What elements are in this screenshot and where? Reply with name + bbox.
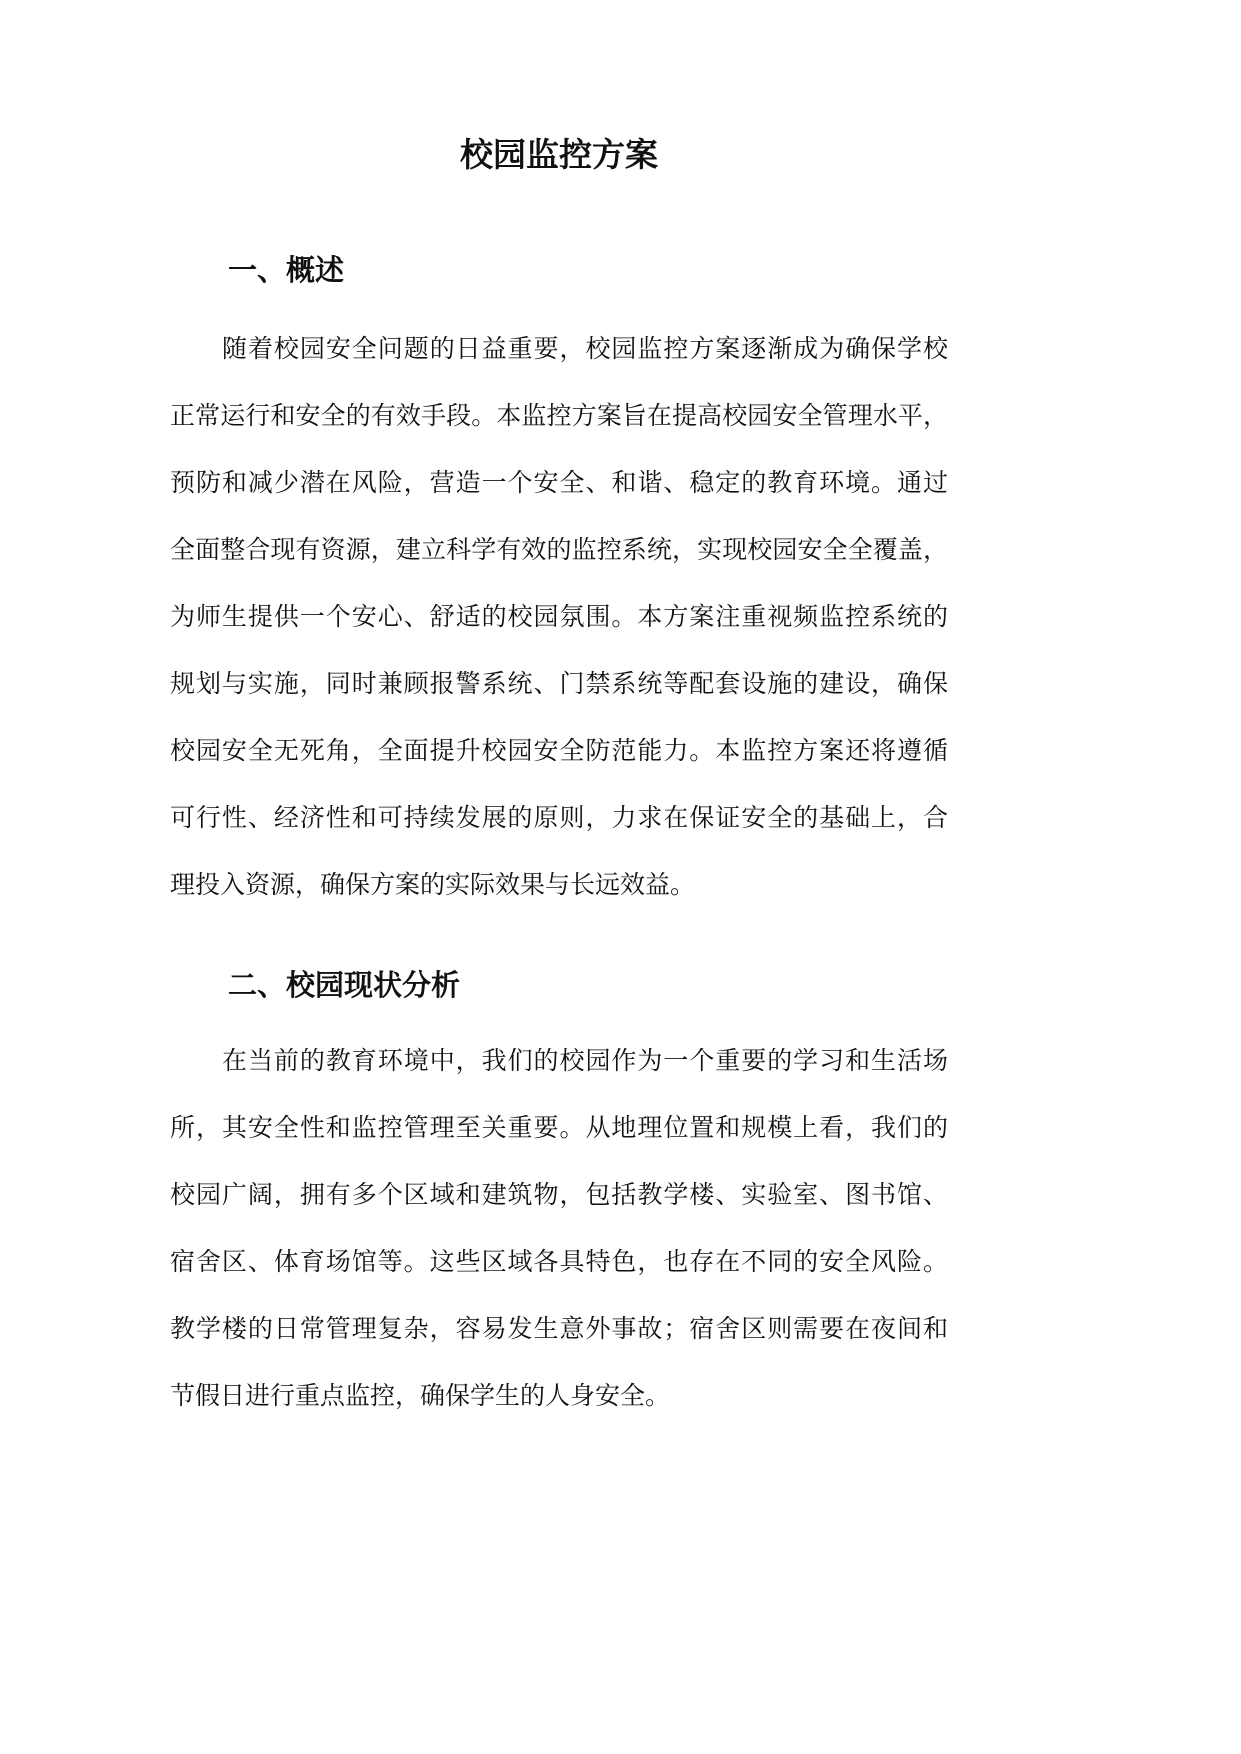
paragraph-line: 规划与实施，同时兼顾报警系统、门禁系统等配套设施的建设，确保 <box>170 669 948 698</box>
section-paragraph-status-analysis <box>170 1027 948 1429</box>
paragraph-line: 随着校园安全问题的日益重要，校园监控方案逐渐成为确保学校 <box>222 334 948 363</box>
paragraph-line: 教学楼的日常管理复杂，容易发生意外事故；宿舍区则需要在夜间和 <box>170 1314 948 1343</box>
paragraph-line: 在当前的教育环境中，我们的校园作为一个重要的学习和生活场 <box>222 1046 948 1075</box>
section-heading-overview: 一、概述 <box>228 253 345 287</box>
paragraph-line: 节假日进行重点监控，确保学生的人身安全。 <box>170 1381 671 1410</box>
paragraph-line: 宿舍区、体育场馆等。这些区域各具特色，也存在不同的安全风险。 <box>170 1247 948 1276</box>
paragraph-line: 为师生提供一个安心、舒适的校园氛围。本方案注重视频监控系统的 <box>170 602 948 631</box>
paragraph-line: 校园安全无死角，全面提升校园安全防范能力。本监控方案还将遵循 <box>170 736 948 765</box>
paragraph-line: 预防和减少潜在风险，营造一个安全、和谐、稳定的教育环境。通过 <box>170 468 948 497</box>
paragraph-line: 正常运行和安全的有效手段。本监控方案旨在提高校园安全管理水平， <box>170 401 948 430</box>
paragraph-line: 所，其安全性和监控管理至关重要。从地理位置和规模上看，我们的 <box>170 1113 948 1142</box>
paragraph-line: 理投入资源，确保方案的实际效果与长远效益。 <box>170 870 696 899</box>
paragraph-line: 全面整合现有资源，建立科学有效的监控系统，实现校园安全全覆盖， <box>170 535 948 564</box>
document-title: 校园监控方案 <box>460 135 658 174</box>
section-paragraph-overview <box>170 315 948 918</box>
paragraph-line: 可行性、经济性和可持续发展的原则，力求在保证安全的基础上，合 <box>170 803 948 832</box>
paragraph-line: 校园广阔，拥有多个区域和建筑物，包括教学楼、实验室、图书馆、 <box>170 1180 948 1209</box>
section-heading-status-analysis: 二、校园现状分析 <box>228 968 461 1002</box>
